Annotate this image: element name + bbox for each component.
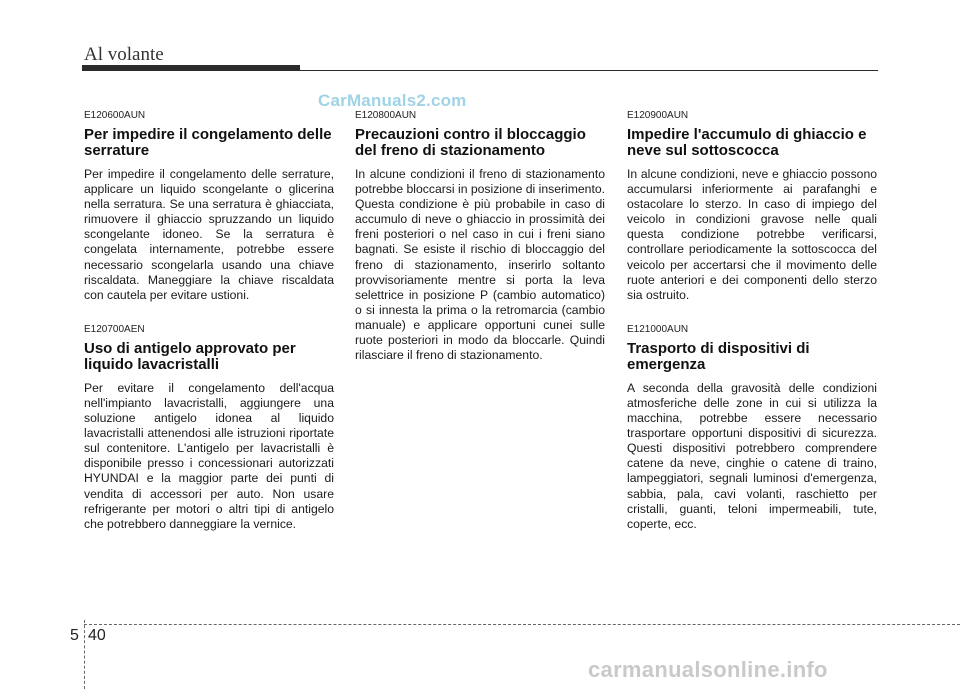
column-3 (627, 110, 877, 532)
chapter-number: 5 (70, 627, 79, 644)
column-2 (355, 110, 605, 363)
header-rule (300, 70, 878, 71)
section-code: E120700AEN (84, 323, 145, 335)
section-heading: Precauzioni contro il bloccaggio del freno di stazionamento (355, 126, 586, 159)
section-body: A seconda della gravosità delle condizioni atmosferiche delle zone in cui si utilizza la macchina, potrebbe essere necessario trasportare opportuni dispositivi di sicurezza. Questi dispositivi potrebbero comprendere catene da neve, cinghie o catene di traino, lampeggiatori, segnali luminosi d'emergenza, sabbia, pala, cavi volanti, raschietto per cristalli, guanti, teloni impermeabili, tute, coperte, ecc. (627, 380, 877, 531)
section-body: In alcune condizioni, neve e ghiaccio possono accumularsi inferiormente ai parafanghi e ostacolare lo sterzo. In caso di impiego del veicolo in condizioni gravose nelle quali questa condizione potrebbe verificarsi, controllare periodicamente la sottoscocca del veicolo per accertarsi che il movimento delle ruote anteriori e dei componenti dello sterzo sia ostruito. (627, 167, 877, 302)
footer-rule (84, 624, 960, 625)
footer-divider (84, 620, 85, 689)
page-number: 40 (88, 627, 106, 644)
section-heading: Uso di antigelo approvato per liquido lavacristalli (84, 339, 296, 373)
section-body: Per evitare il congelamento dell'acqua nell'impianto lavacristalli, aggiungere una soluzione antigelo idonea al liquido lavacristalli attenendosi alle istruzioni riportate sul contenitore. L'antigelo per lavacristalli è disponibile presso i concessionari autorizzati HYUNDAI e la maggior parte dei punti di vendita di accessori per auto. Non usare refrigerante per motori o altri tipi di antigelo che potrebbero danneggiare la vernice. (84, 380, 334, 531)
section-heading: Impedire l'accumulo di ghiaccio e neve sul sottoscocca (627, 126, 867, 159)
watermark-top: CarManuals2.com (318, 91, 467, 110)
section-body: In alcune condizioni il freno di stazionamento potrebbe bloccarsi in posizione di inserimento. Questa condizione è più probabile in caso di accumulo di neve o ghiaccio in prossimità dei freni posteriori o nel caso in cui i freni siano bagnati. Se esiste il rischio di bloccaggio del freno di stazionamento, inserirlo soltanto provvisoriamente mentre si porta la leva selettrice in posizione P (cambio automatico) o si innesta la prima o la retromarcia (cambio manuale) e applicare opportuni cunei sulle ruote posteriori in modo da bloccarle. Quindi rilasciare il freno di stazionamento. (355, 167, 605, 363)
section-code: E120800AUN (355, 110, 417, 121)
column-1 (84, 110, 334, 532)
section-code: E120600AUN (84, 110, 146, 121)
header-bar (82, 65, 300, 71)
watermark-bottom: carmanualsonline.info (588, 657, 828, 682)
section-body: Per impedire il congelamento delle serrature, applicare un liquido scongelante o glicerina nella serratura. Se una serratura è ghiacciata, rimuovere il ghiaccio spruzzando un liquido scongelante idoneo. Se la serratura è congelata internamente, potrebbe essere necessario scongelarla usando una chiave riscaldata. Maneggiare la chiave riscaldata con cautela per evitare ustioni. (84, 167, 334, 302)
page-header-title: Al volante (84, 44, 164, 65)
section-heading: Per impedire il congelamento delle serrature (84, 126, 332, 159)
section-code: E121000AUN (627, 323, 689, 335)
section-heading: Trasporto di dispositivi di emergenza (627, 339, 810, 373)
section-code: E120900AUN (627, 110, 689, 121)
